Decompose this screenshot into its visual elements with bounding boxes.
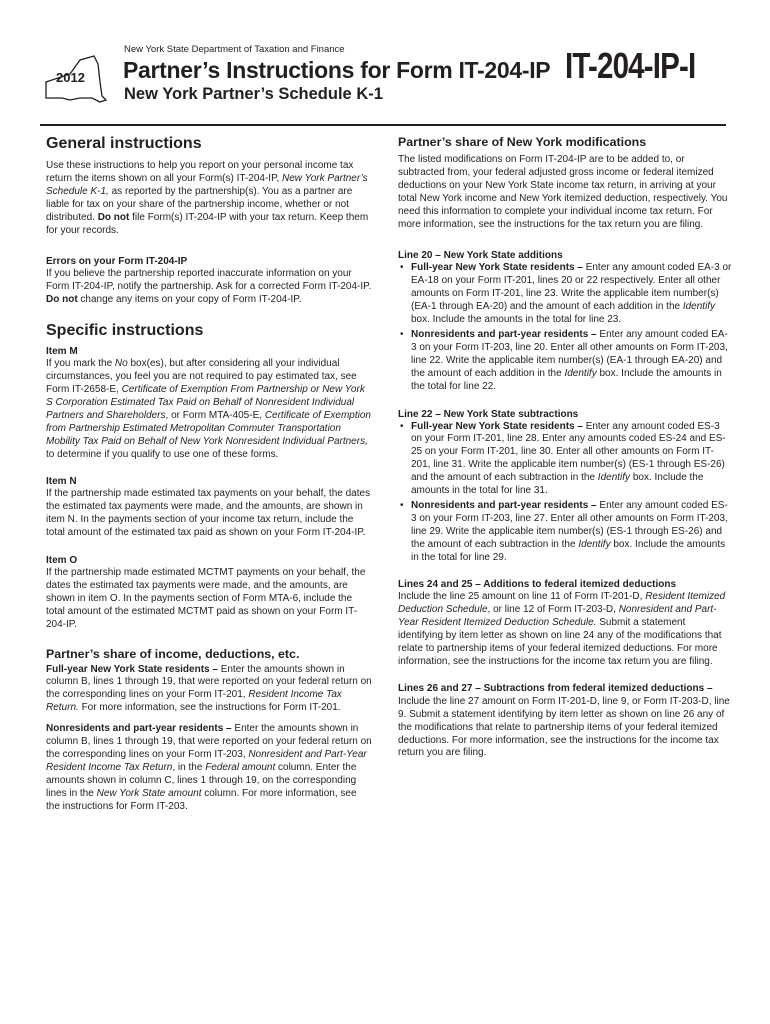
modifications-intro: The listed modifications on Form IT-204-IP are to be added to, or subtracted from, your federal adjusted gross income or federal itemized deductions on your New York State income tax return, in arriving at your total New York income and New York itemized deduction, respectively. You need this information to complete your individual income tax return. For more information, see the instructions for the tax return you are filing.	[398, 154, 728, 230]
errors-text: If you believe the partnership reported inaccurate information on your Form IT-204-IP, notify the partnership. Ask for a corrected Form IT-204-IP. Do not change any items on your copy of Form IT-204-IP.	[46, 268, 372, 306]
item-m-text: If you mark the No box(es), but after considering all your individual circumstances, you feel you are not required to pay estimated tax, see Form IT-2658-E, Certificate of Exemption From Partnership or New York S Corporation Estimated Tax Paid on Behalf of Nonresident Individual Partners and Shareholders, or Form MTA-405-E, Certificate of Exemption from Partnership Estimated Metropolitan Commuter Transportation Mobility Tax Paid on Behalf of New York Nonresident Individual Partners, to determine if you qualify to use one of these forms.	[46, 358, 371, 460]
line-20-full-year-item: • Full-year New York State residents – Enter any amount coded EA-3 or EA-18 on your Form IT-201, lines 20 or 22 respectively. Enter all other amounts on Form IT-201, line 23. Write the applicable item number(s) (EA-1 through EA-20) and the amount of each addition in the Identify box. Include the amounts in the total for line 23.	[398, 262, 732, 327]
line-22-nonresident-item: • Nonresidents and part-year residents – Enter any amount coded ES-3 on your Form IT-203, line 27. Enter all other amounts on Form IT-203, line 29. Write the applicable item number(s) (ES-1 through ES-26) and the amount of each subtraction in the Identify box. Include the amounts in the total for line 29.	[398, 500, 732, 565]
item-n-heading: Item N	[46, 476, 77, 488]
errors-heading: Errors on your Form IT-204-IP	[46, 256, 188, 268]
line-20-list	[398, 262, 732, 393]
line-20-nonresident-item: • Nonresidents and part-year residents – Enter any amount coded EA-3 on your Form IT-203, line 20. Enter all other amounts on Form IT-203, line 22. Write the applicable item number(s) (EA-1 through EA-20) and the amount of each addition in the Identify box. Include the amounts in the total for line 22.	[398, 329, 732, 394]
line-22-full-year-item: • Full-year New York State residents – Enter any amount coded ES-3 on your Form IT-201, line 28. Enter any amounts coded ES-24 and ES-25 on your Form IT-201, line 30. Enter all other amounts on Form IT-201, line 31. Write the applicable item number(s) (ES-1 through ES-26) and the amount of each subtraction in the Identify box. Include the amounts in the total for line 31.	[398, 421, 732, 498]
line-20-heading: Line 20 – New York State additions	[398, 250, 563, 262]
form-number: IT-204-IP-I	[565, 45, 696, 86]
tax-year: 2012	[56, 70, 85, 85]
lines-24-25-text: Include the line 25 amount on line 11 of Form IT-201-D, Resident Itemized Deduction Schedule, or line 12 of Form IT-203-D, Nonresident and Part-Year Resident Itemized Deduction Schedule. Submit a statement identifying by item letter as shown on line 24 any of the modifications that relate to partnership items of your federal itemized deductions. For more information, see the instructions for the income tax return you are filing.	[398, 591, 726, 667]
income-nonresident-text: Nonresidents and part-year residents – Enter the amounts shown in column B, lines 1 through 19, that were reported on your federal return on the corresponding lines on your Form IT-203, Nonresident and Part-Year Resident Income Tax Return, in the Federal amount column. Enter the amounts shown in column C, lines 1 through 19, on the corresponding lines in the New York State amount column. For more information, see the instructions for Form IT-203.	[46, 723, 372, 812]
lines-24-25-heading: Lines 24 and 25 – Additions to federal itemized deductions	[398, 579, 677, 591]
item-n-text: If the partnership made estimated tax payments on your behalf, the dates the estimated tax payments were made, and the amounts, are shown in item N. In the payments section of your income tax return, include the total amount of the estimated tax paid as shown on your Form IT-204-IP.	[46, 488, 371, 539]
header-divider	[40, 124, 726, 126]
income-heading: Partner’s share of income, deductions, etc.	[46, 646, 300, 661]
right-column	[398, 134, 732, 760]
line-22-list	[398, 421, 732, 565]
item-m-heading: Item M	[46, 346, 78, 358]
page-subtitle: New York Partner’s Schedule K-1	[124, 85, 383, 103]
income-full-year-text: Full-year New York State residents – Enter the amounts shown in column B, lines 1 through 19, that were reported on your federal return on the corresponding lines on your Form IT-201, Resident Income Tax Return. For more information, see the instructions for Form IT-201.	[46, 663, 372, 714]
line-22-heading: Line 22 – New York State subtractions	[398, 408, 579, 420]
agency-name: New York State Department of Taxation and Finance	[124, 44, 345, 55]
general-instructions-text: Use these instructions to help you report on your personal income tax return the items shown on all your Form(s) IT-204-IP, New York Partner’s Schedule K-1, as reported by the partnership(s). You as a partner are liable for tax on your share of the partnership income, whether or not distributed. Do not file Form(s) IT-204-IP with your tax return. Keep them for your records.	[46, 160, 369, 236]
item-o-heading: Item O	[46, 555, 78, 567]
page-title: Partner’s Instructions for Form IT-204-IP	[123, 57, 551, 83]
item-o-text: If the partnership made estimated MCTMT payments on your behalf, the dates the estimated tax payments were made, and the amounts, are shown in item O. In the payments section of Form MTA-6, include the total amount of the estimated MCTMT paid as shown on your Form IT-204-IP.	[46, 567, 366, 630]
modifications-heading: Partner’s share of New York modifications	[398, 135, 647, 149]
general-instructions-heading: General instructions	[46, 135, 202, 152]
left-column	[46, 134, 372, 814]
lines-26-27-text: Lines 26 and 27 – Subtractions from federal itemized deductions – Include the line 27 amount on Form IT-201-D, line 9, or Form IT-203-D, line 9. Submit a statement identifying by item letter as shown on line 26 any of the modifications that relate to partnership items of your federal itemized deductions. For more information, see the instructions for the income tax return you are filing.	[398, 682, 730, 759]
specific-instructions-heading: Specific instructions	[46, 322, 204, 340]
lines-26-27-heading: Lines 26 and 27 – Subtractions from federal itemized deductions –	[398, 682, 713, 694]
